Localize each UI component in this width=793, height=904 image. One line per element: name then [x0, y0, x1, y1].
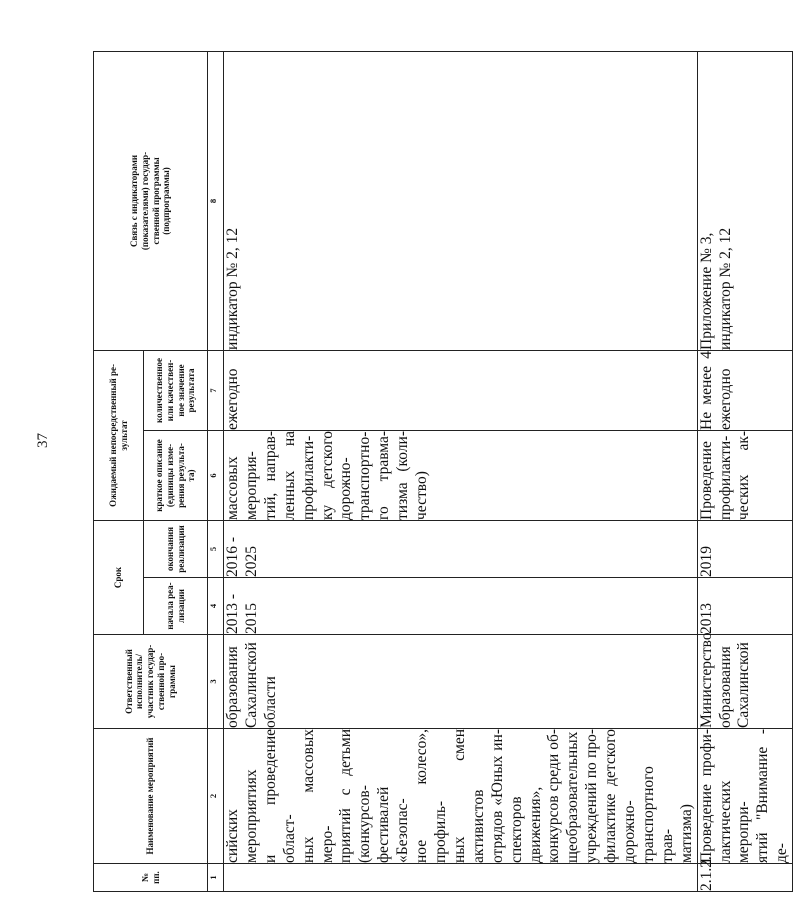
- column-number: 3: [208, 635, 224, 729]
- header-name: Наименование мероприятий: [94, 729, 208, 864]
- column-number: 4: [208, 578, 224, 635]
- header-term-end: окончания реализации: [144, 520, 208, 577]
- result-brief: массовых мероприя- тий, направ- ленных на профилакти- ку детского дорожно- транспортно- го травма- тизма (коли- чество): [224, 430, 698, 520]
- responsible-executor: образования Сахалинской области: [224, 635, 698, 729]
- column-number: 7: [208, 350, 224, 430]
- column-number: 8: [208, 51, 224, 350]
- header-term-start: начала реа- лизации: [144, 578, 208, 635]
- responsible-executor: Министерство образования Сахалинской: [697, 635, 793, 729]
- row-number: [224, 864, 698, 892]
- program-activities-table: [93, 51, 793, 892]
- row-number: 2.1.2.: [697, 864, 793, 892]
- result-value: Не менее 4 ежегодно: [697, 350, 793, 430]
- header-responsible: Ответственный исполнитель/ участник государ- ственной про- граммы: [94, 635, 208, 729]
- header-result-brief: краткое описание (единицы изме- рения результа- та): [144, 430, 208, 520]
- header-result-value: количественное или качествен- ное значение результата: [144, 350, 208, 430]
- term-start: 2013 - 2015: [224, 578, 698, 635]
- header-no: № пп.: [94, 864, 208, 892]
- result-brief: Проведение профилакти- ческих ак-: [697, 430, 793, 520]
- indicator-link: Приложение № 3, индикатор № 2, 12: [697, 51, 793, 350]
- activity-name: сийских мероприятиях и проведение област- ных массовых меро- приятий с детьми (конкурсов- фестивалей «Безопас- ное колесо», профиль- ных смен активистов отрядов «Юных ин- спекторов движения», конкурсов среди об- щеобразовательных учреждений по про- филактике детского дорожно- транспортного трав- матизма): [224, 729, 698, 864]
- table-row: [697, 51, 793, 891]
- table-row: [224, 51, 698, 891]
- page-number: 37: [35, 433, 51, 448]
- activity-name: Проведение профи- лактических меропри- ятий "Внимание - де-: [697, 729, 793, 864]
- header-result: Ожидаемый непосредственный ре- зультат: [94, 350, 144, 520]
- rotated-table-sheet: [93, 52, 791, 892]
- column-number: 1: [208, 864, 224, 892]
- indicator-link: индикатор № 2, 12: [224, 51, 698, 350]
- result-value: ежегодно: [224, 350, 698, 430]
- term-start: 2013: [697, 578, 793, 635]
- column-number: 2: [208, 729, 224, 864]
- column-number: 5: [208, 520, 224, 577]
- column-number: 6: [208, 430, 224, 520]
- term-end: 2019: [697, 520, 793, 577]
- header-term: Срок: [94, 520, 144, 634]
- header-link: Связь с индикаторами (показателями) государ- ственной программы (подпрограммы): [94, 51, 208, 350]
- term-end: 2016 - 2025: [224, 520, 698, 577]
